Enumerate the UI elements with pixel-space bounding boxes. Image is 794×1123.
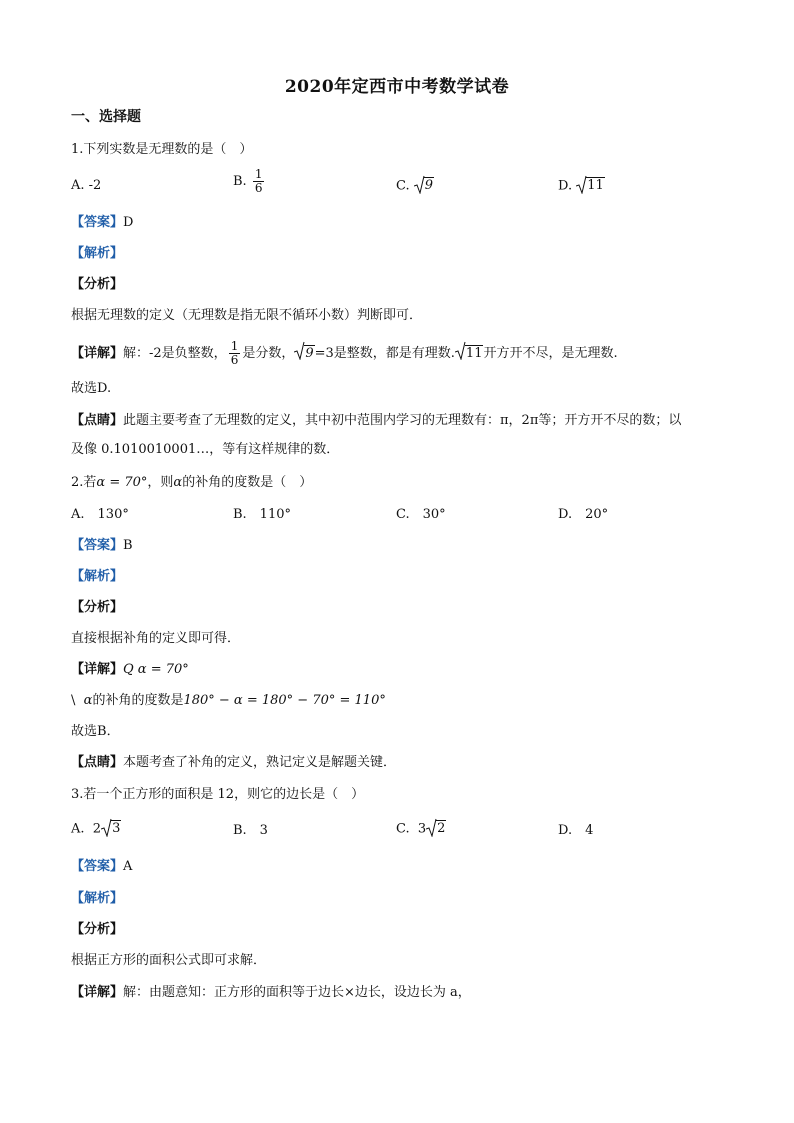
q1-option-c xyxy=(396,177,434,196)
q1-choose xyxy=(71,380,111,398)
fenxi-label: 【分析】 xyxy=(71,922,124,937)
detail-part: 是分数， xyxy=(242,346,295,361)
detail-alpha: α xyxy=(83,693,93,708)
stem-part: ，则 xyxy=(147,475,174,490)
answer-value: A xyxy=(123,859,133,874)
q2-fenxi-text: 直接根据补角的定义即可得． xyxy=(71,631,241,646)
detail-part: 的补角的度数是 xyxy=(92,693,184,708)
radicand: 9 xyxy=(305,345,314,361)
option-coef: 2 xyxy=(92,821,102,837)
q1-option-d xyxy=(558,177,605,196)
q2-comment xyxy=(71,754,396,772)
comment-text: 此题主要考查了无理数的定义，其中初中范围内学习的无理数有：π，2π等；开方开不尽的数；以 xyxy=(123,413,682,428)
q2-analysis-label xyxy=(71,568,123,586)
stem-math: α = 70° xyxy=(96,475,148,490)
choose-value: D. xyxy=(97,381,112,396)
q1-comment-line1 xyxy=(71,412,681,430)
q2-answer xyxy=(71,537,133,555)
analysis-label: 【解析】 xyxy=(71,569,124,584)
q3-option-d: D. 4 xyxy=(558,823,594,838)
comment-label: 【点睛】 xyxy=(71,755,124,770)
detail-part: =3是整数，都是有理数. xyxy=(314,346,455,361)
q2-option-b: B. 110° xyxy=(233,507,291,522)
fraction-numerator: 1 xyxy=(230,339,239,353)
q2-fenxi-label xyxy=(71,599,123,617)
answer-label: 【答案】 xyxy=(71,215,124,230)
q1-fenxi-text: 根据无理数的定义（无理数是指无限不循环小数）判断即可． xyxy=(71,308,423,323)
q1-option-c-radical xyxy=(414,177,434,195)
detail-math: 180° − α = 180° − 70° = 110° xyxy=(183,693,386,708)
fraction-numerator: 1 xyxy=(254,167,263,181)
fenxi-label: 【分析】 xyxy=(71,277,124,292)
sqrt-sign-icon xyxy=(576,175,587,194)
comment-text: 本题考查了补角的定义，熟记定义是解题关键． xyxy=(123,755,397,770)
radicand: 3 xyxy=(112,821,121,836)
detail-part: 开方开不尽，是无理数. xyxy=(483,346,618,361)
q3-option-c xyxy=(396,820,446,839)
q3-fenxi-text: 根据正方形的面积公式即可求解． xyxy=(71,953,267,968)
q1-option-a: A. -2 xyxy=(71,178,102,193)
answer-value: D xyxy=(123,215,134,230)
choose-value: B． xyxy=(97,724,120,739)
q2-stem xyxy=(71,474,312,492)
detail-label: 【详解】 xyxy=(71,346,124,361)
detail-symbol: \ xyxy=(71,693,76,708)
q1-analysis-label xyxy=(71,245,123,263)
option-coef: 3 xyxy=(417,821,427,837)
page-title: 2020年定西市中考数学试卷 xyxy=(284,77,510,97)
q1-fenxi-label xyxy=(71,276,123,294)
sqrt-sign-icon xyxy=(294,341,305,360)
detail-text: 解：由题意知：正方形的面积等于边长×边长，设边长为 a， xyxy=(123,985,471,1000)
option-prefix: A. xyxy=(71,821,85,837)
radicand: 2 xyxy=(437,821,446,836)
q1-option-b-fraction xyxy=(253,168,265,195)
detail-label: 【详解】 xyxy=(71,985,124,1000)
choose-label: 故选 xyxy=(71,381,98,396)
q2-option-d: D. 20° xyxy=(558,507,609,522)
detail-fraction xyxy=(229,340,241,367)
q3-answer xyxy=(71,858,132,876)
answer-label: 【答案】 xyxy=(71,538,124,553)
answer-value: B xyxy=(123,538,133,553)
q3-detail xyxy=(71,984,471,1002)
q3-option-a-radical xyxy=(101,820,121,838)
detail-label: 【详解】 xyxy=(71,662,124,677)
q1-answer xyxy=(71,214,133,232)
q2-choose xyxy=(71,723,120,741)
q3-analysis-label xyxy=(71,890,123,908)
stem-part: 的补角的度数是（ ） xyxy=(182,475,313,490)
q1-option-d-prefix: D. xyxy=(558,178,573,194)
q3-option-a xyxy=(71,820,121,839)
fraction-denominator: 6 xyxy=(254,181,263,195)
radicand: 9 xyxy=(424,178,434,193)
fenxi-label: 【分析】 xyxy=(71,600,124,615)
q1-option-b xyxy=(233,168,266,195)
q1-stem: 1.下列实数是无理数的是（ ） xyxy=(71,142,253,157)
q1-option-b-prefix: B. xyxy=(233,174,247,189)
q3-fenxi-label xyxy=(71,921,123,939)
answer-label: 【答案】 xyxy=(71,859,124,874)
detail-radical xyxy=(294,343,314,365)
detail-radical xyxy=(455,343,484,365)
detail-math: Q α = 70° xyxy=(123,662,189,677)
q2-detail-line1 xyxy=(71,661,189,679)
q1-comment-line2: 及像 0.1010010001…，等有这样规律的数． xyxy=(71,442,340,457)
q1-option-d-radical xyxy=(576,177,605,195)
detail-part: 解：-2是负整数， xyxy=(123,346,227,361)
radicand: 11 xyxy=(465,345,483,361)
q3-option-b: B. 3 xyxy=(233,823,268,838)
q3-stem: 3.若一个正方形的面积是 12，则它的边长是（ ） xyxy=(71,787,365,802)
choose-label: 故选 xyxy=(71,724,98,739)
stem-alpha: α xyxy=(173,475,183,490)
q1-option-c-prefix: C. xyxy=(396,178,410,194)
sqrt-sign-icon xyxy=(414,175,425,194)
q3-option-c-radical xyxy=(426,820,446,838)
section-heading: 一、选择题 xyxy=(71,109,141,125)
analysis-label: 【解析】 xyxy=(71,246,124,261)
sqrt-sign-icon xyxy=(426,818,437,837)
analysis-label: 【解析】 xyxy=(71,891,124,906)
fraction-denominator: 6 xyxy=(230,353,239,367)
sqrt-sign-icon xyxy=(101,818,112,837)
sqrt-sign-icon xyxy=(455,341,466,360)
comment-label: 【点睛】 xyxy=(71,413,124,428)
q1-detail xyxy=(71,340,618,367)
option-prefix: C. xyxy=(396,821,410,837)
q2-option-c: C. 30° xyxy=(396,507,446,522)
q2-detail-line2 xyxy=(71,692,386,710)
stem-part: 2.若 xyxy=(71,475,97,490)
radicand: 11 xyxy=(587,178,604,193)
q2-option-a: A. 130° xyxy=(71,507,129,522)
